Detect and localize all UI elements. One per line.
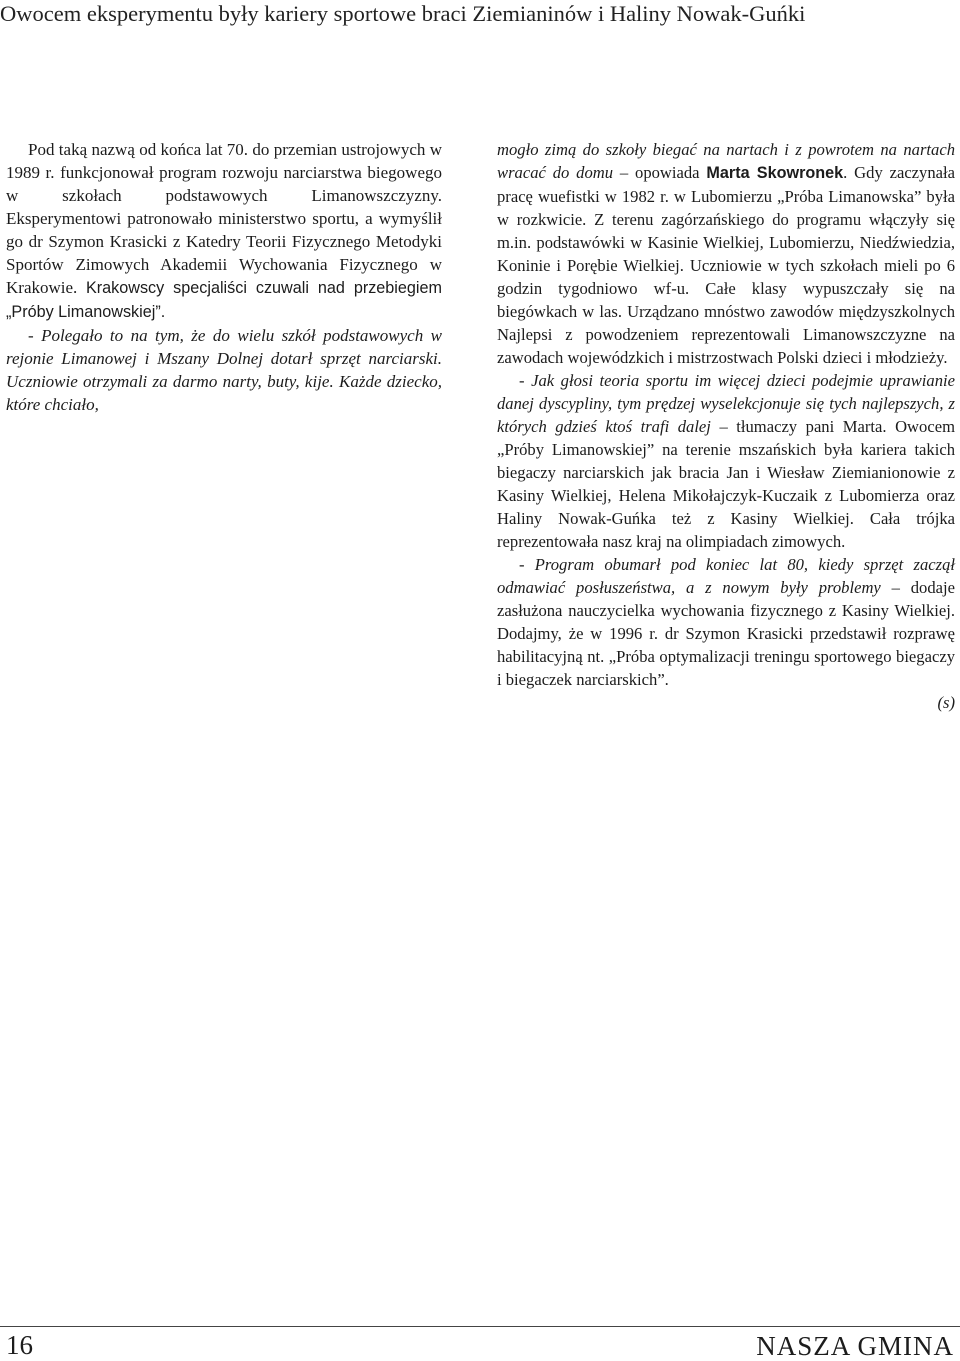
paragraph-intro <box>6 138 442 324</box>
person-name: Marta Skowronek <box>706 164 844 182</box>
paragraph-theory <box>497 369 955 553</box>
author-signature: (s) <box>937 693 955 712</box>
paragraph-quote <box>6 324 442 416</box>
quote-continuation: mogło zimą do szkoły biegać na nartach i z powrotem na nartach wracać do domu <box>497 140 955 182</box>
ending-text: – dodaje zasłużona nauczycielka wychowania fizycznego z Kasiny Wielkiej. Dodajmy, że w 1996 r. dr Szymon Krasicki przedstawił rozprawę habilitacyjną nt. „Próba optymalizacji treningu sportowego biegaczy i biegaczek narciarskich”. <box>497 578 955 689</box>
magazine-name: NASZA GMINA <box>756 1331 954 1361</box>
paragraph-continuation <box>497 138 955 369</box>
article-left-column <box>6 138 442 416</box>
quote-text: - Polegało to na tym, że do wielu szkół podstawowych w rejonie Limanowej i Mszany Dolnej dotarł sprzęt narciarski. Uczniowie otrzymali za darmo narty, buty, kije. Każde dziecko, które chciało, <box>6 326 442 414</box>
theory-quote: - Jak głosi teoria sportu im więcej dzieci podejmie uprawianie danej dyscypliny, tym prędzej wyselekcjonuje się tych najlepszych, z których gdzieś ktoś trafi dalej <box>497 371 955 436</box>
article-right-column <box>497 138 955 714</box>
intro-text: Pod taką nazwą od końca lat 70. do przemian ustrojowych w 1989 r. funkcjonował program rozwoju narciarstwa biegowego w szkołach podstawowych Limanowszczyzny. Eksperymentowi patronowało ministerstwo sportu, a wymyślił go dr Szymon Krasicki z Katedry Teorii Fizycznego Metodyki Sportów Zimowych Akademii Wychowania Fizycznego w Krakowie. <box>6 140 442 297</box>
footer-divider <box>0 1326 960 1327</box>
attribution-prefix: – opowiada <box>613 163 707 182</box>
theory-text: – tłumaczy pani Marta. Owocem „Próby Limanowskiej” na terenie mszańskich była kariera takich biegaczy narciarskich jak bracia Jan i Wiesław Ziemianionowie z Kasiny Wielkiej, Helena Mikołajczyk-Kuczaik z Lubomierza oraz Haliny Nowak-Guńka też z Kasiny Wielkiej. Cała trójka reprezentowała nasz kraj na olimpiadach zimowych. <box>497 417 955 551</box>
intro-sans-text: Krakowscy specjaliści czuwali nad przebiegiem „Próby Limanowskiej”. <box>6 279 442 321</box>
paragraph-ending <box>497 553 955 691</box>
ending-quote: - Program obumarł pod koniec lat 80, kiedy sprzęt zaczął odmawiać posłuszeństwa, a z nowym były problemy <box>497 555 955 597</box>
continuation-text: . Gdy zaczynała pracę wuefistki w 1982 r. w Lubomierzu „Próba Limanowska” była w rozkwicie. Z terenu zagórzańskiego do programu włączyły się m.in. podstawówki w Kasinie Wielkiej, Lubomierzu, Niedźwiedzia, Koninie i Porębie Wielkiej. Uczniowie w tych szkołach mieli po 6 godzin tygodniowo wf-u. Całe klasy wypuszczały się na biegówkach w las. Urządzano mnóstwo zawodów międzyszkolnych Najlepsi z powodzeniem reprezentowali Limanowszczyzne na zawodach wojewódzkich i mistrzostwach Polski dzieci i młodzieży. <box>497 163 955 367</box>
page-title: Owocem eksperymentu były kariery sportowe braci Ziemianinów i Haliny Nowak-Guńki <box>0 1 806 26</box>
page-number: 16 <box>6 1330 33 1360</box>
